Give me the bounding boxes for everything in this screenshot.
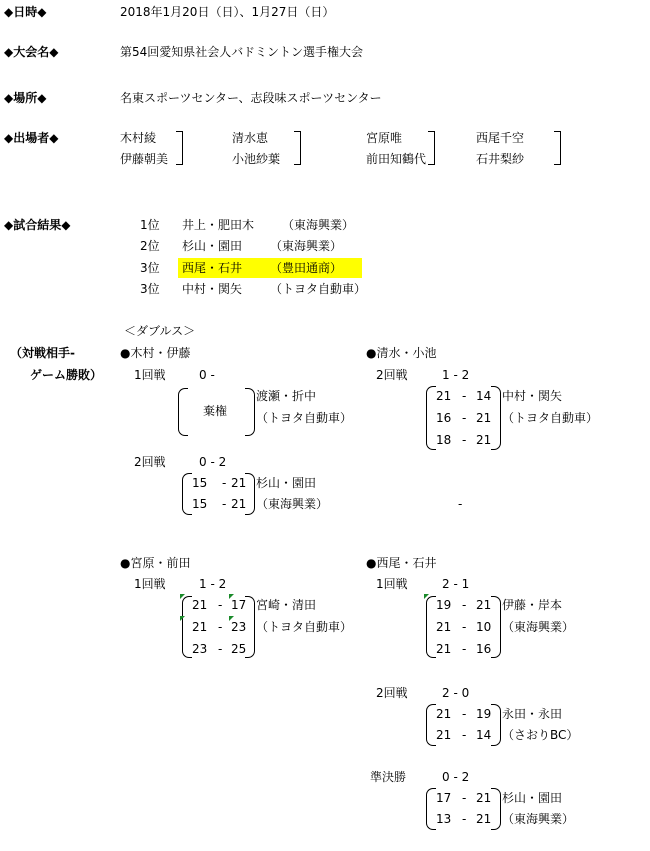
side-label: ゲーム勝敗） — [30, 368, 103, 382]
player-name: 伊藤朝美 — [120, 152, 169, 166]
round-label: 準決勝 — [370, 770, 407, 784]
game-score-dash: - — [218, 598, 223, 612]
score-bracket-left — [426, 788, 436, 830]
opponent-names: 渡瀬・折中 — [256, 389, 317, 403]
date-value: 2018年1月20日（日）、1月27日（日） — [120, 5, 335, 19]
opponent-team: （さおりBC） — [502, 728, 579, 742]
round-result: 1 - 2 — [199, 577, 227, 591]
forfeit-label: 棄権 — [203, 404, 228, 418]
result-rank: 2位 — [140, 239, 160, 253]
game-score-dash: - — [462, 620, 467, 634]
player-name: 西尾千空 — [476, 131, 525, 145]
comment-marker-icon — [424, 594, 429, 599]
result-team: （東海興業） — [270, 239, 343, 253]
game-score: 16 — [476, 642, 492, 656]
game-score: 21 — [436, 620, 452, 634]
opponent-names: 中村・関矢 — [502, 389, 563, 403]
players-label: ◆出場者◆ — [4, 131, 59, 145]
game-score: 17 — [231, 598, 247, 612]
game-score-dash: - — [222, 497, 227, 511]
score-bracket-right — [491, 596, 501, 658]
game-score-dash: - — [218, 642, 223, 656]
result-rank: 3位 — [140, 282, 160, 296]
player-bracket — [554, 131, 561, 165]
player-name: 前田知鶴代 — [366, 152, 427, 166]
game-score-dash: - — [462, 812, 467, 826]
score-bracket-right — [491, 788, 501, 830]
round-label: 1回戦 — [134, 368, 166, 382]
opponent-team: （トヨタ自動車） — [256, 411, 353, 425]
date-label: ◆日時◆ — [4, 5, 47, 19]
category-label: ＜ダブルス＞ — [124, 324, 196, 338]
score-bracket-left — [178, 388, 188, 436]
opponent-team: （東海興業） — [502, 812, 575, 826]
opponent-names: 永田・永田 — [502, 707, 563, 721]
game-score: 14 — [476, 389, 492, 403]
player-bracket — [176, 131, 183, 165]
opponent-team: （東海興業） — [256, 497, 329, 511]
game-score: 19 — [436, 598, 452, 612]
opponent-names: 宮崎・清田 — [256, 598, 317, 612]
player-name: 小池紗葉 — [232, 152, 281, 166]
venue-label: ◆場所◆ — [4, 91, 47, 105]
round-result: 1 - 2 — [442, 368, 470, 382]
opponent-team: （東海興業） — [502, 620, 575, 634]
game-score: 25 — [231, 642, 247, 656]
game-score: 16 — [436, 411, 452, 425]
round-label: 1回戦 — [376, 577, 408, 591]
player-name: 清水恵 — [232, 131, 269, 145]
player-bracket — [428, 131, 435, 165]
round-label: 1回戦 — [134, 577, 166, 591]
game-score: 14 — [476, 728, 492, 742]
result-names: 中村・関矢 — [182, 282, 243, 296]
game-score: 21 — [436, 642, 452, 656]
game-score-dash: - — [462, 791, 467, 805]
side-label: （対戦相手- — [10, 346, 75, 360]
game-score: 21 — [436, 707, 452, 721]
result-team: （豊田通商） — [270, 261, 343, 275]
opponent-names: 杉山・園田 — [502, 791, 563, 805]
game-score: 21 — [476, 598, 492, 612]
game-score: 17 — [436, 791, 452, 805]
result-rank: 3位 — [140, 261, 160, 275]
game-score-dash: - — [462, 598, 467, 612]
game-score: 21 — [192, 598, 208, 612]
game-score: 19 — [476, 707, 492, 721]
player-name: 木村綾 — [120, 131, 157, 145]
round-result: 0 - 2 — [442, 770, 470, 784]
game-score: 23 — [192, 642, 208, 656]
round-label: 2回戦 — [376, 368, 408, 382]
score-bracket-left — [426, 386, 436, 450]
event-label: ◆大会名◆ — [4, 45, 59, 59]
round-label: 2回戦 — [134, 455, 166, 469]
player-bracket — [294, 131, 301, 165]
round-result: 0 - — [199, 368, 215, 382]
round-result: 0 - 2 — [199, 455, 227, 469]
game-score: 21 — [476, 791, 492, 805]
round-result: 2 - 1 — [442, 577, 470, 591]
game-score: 15 — [192, 497, 208, 511]
game-score: 15 — [192, 476, 208, 490]
pair-title: ●清水・小池 — [366, 346, 437, 360]
pair-title: ●宮原・前田 — [120, 556, 191, 570]
game-score-dash: - — [462, 642, 467, 656]
result-team: （トヨタ自動車） — [270, 282, 367, 296]
result-names: 杉山・園田 — [182, 239, 243, 253]
game-score: 21 — [436, 728, 452, 742]
score-bracket-left — [426, 596, 436, 658]
pair-title: ●西尾・石井 — [366, 556, 437, 570]
result-names: 井上・肥田木 — [182, 218, 255, 232]
game-score: 21 — [436, 389, 452, 403]
game-score-dash: - — [222, 476, 227, 490]
game-score-dash: - — [462, 389, 467, 403]
game-score-dash: - — [462, 411, 467, 425]
game-score: 23 — [231, 620, 247, 634]
player-name: 宮原唯 — [366, 131, 403, 145]
result-names: 西尾・石井 — [182, 261, 243, 275]
game-score: 21 — [192, 620, 208, 634]
stray-dash: - — [458, 497, 463, 511]
game-score-dash: - — [218, 620, 223, 634]
result-team: （東海興業） — [282, 218, 355, 232]
game-score: 10 — [476, 620, 492, 634]
game-score: 21 — [476, 411, 492, 425]
game-score: 21 — [231, 476, 247, 490]
score-bracket-left — [426, 704, 436, 746]
score-bracket-left — [182, 473, 192, 515]
game-score: 13 — [436, 812, 452, 826]
game-score-dash: - — [462, 707, 467, 721]
game-score-dash: - — [462, 728, 467, 742]
comment-marker-icon — [180, 616, 185, 621]
round-result: 2 - 0 — [442, 686, 470, 700]
comment-marker-icon — [180, 594, 185, 599]
score-bracket-right — [245, 388, 255, 436]
score-bracket-left — [182, 596, 192, 658]
player-name: 石井梨紗 — [476, 152, 525, 166]
result-rank: 1位 — [140, 218, 160, 232]
event-value: 第54回愛知県社会人バドミントン選手権大会 — [120, 45, 364, 59]
game-score: 21 — [231, 497, 247, 511]
opponent-team: （トヨタ自動車） — [256, 620, 353, 634]
venue-value: 名東スポーツセンター、志段味スポーツセンター — [120, 91, 382, 105]
score-bracket-right — [491, 386, 501, 450]
score-bracket-right — [245, 596, 255, 658]
game-score: 18 — [436, 433, 452, 447]
score-bracket-right — [245, 473, 255, 515]
game-score-dash: - — [462, 433, 467, 447]
opponent-names: 伊藤・岸本 — [502, 598, 563, 612]
opponent-team: （トヨタ自動車） — [502, 411, 599, 425]
game-score: 21 — [476, 433, 492, 447]
round-label: 2回戦 — [376, 686, 408, 700]
opponent-names: 杉山・園田 — [256, 476, 317, 490]
score-bracket-right — [491, 704, 501, 746]
results-label: ◆試合結果◆ — [4, 218, 71, 232]
game-score: 21 — [476, 812, 492, 826]
pair-title: ●木村・伊藤 — [120, 346, 191, 360]
